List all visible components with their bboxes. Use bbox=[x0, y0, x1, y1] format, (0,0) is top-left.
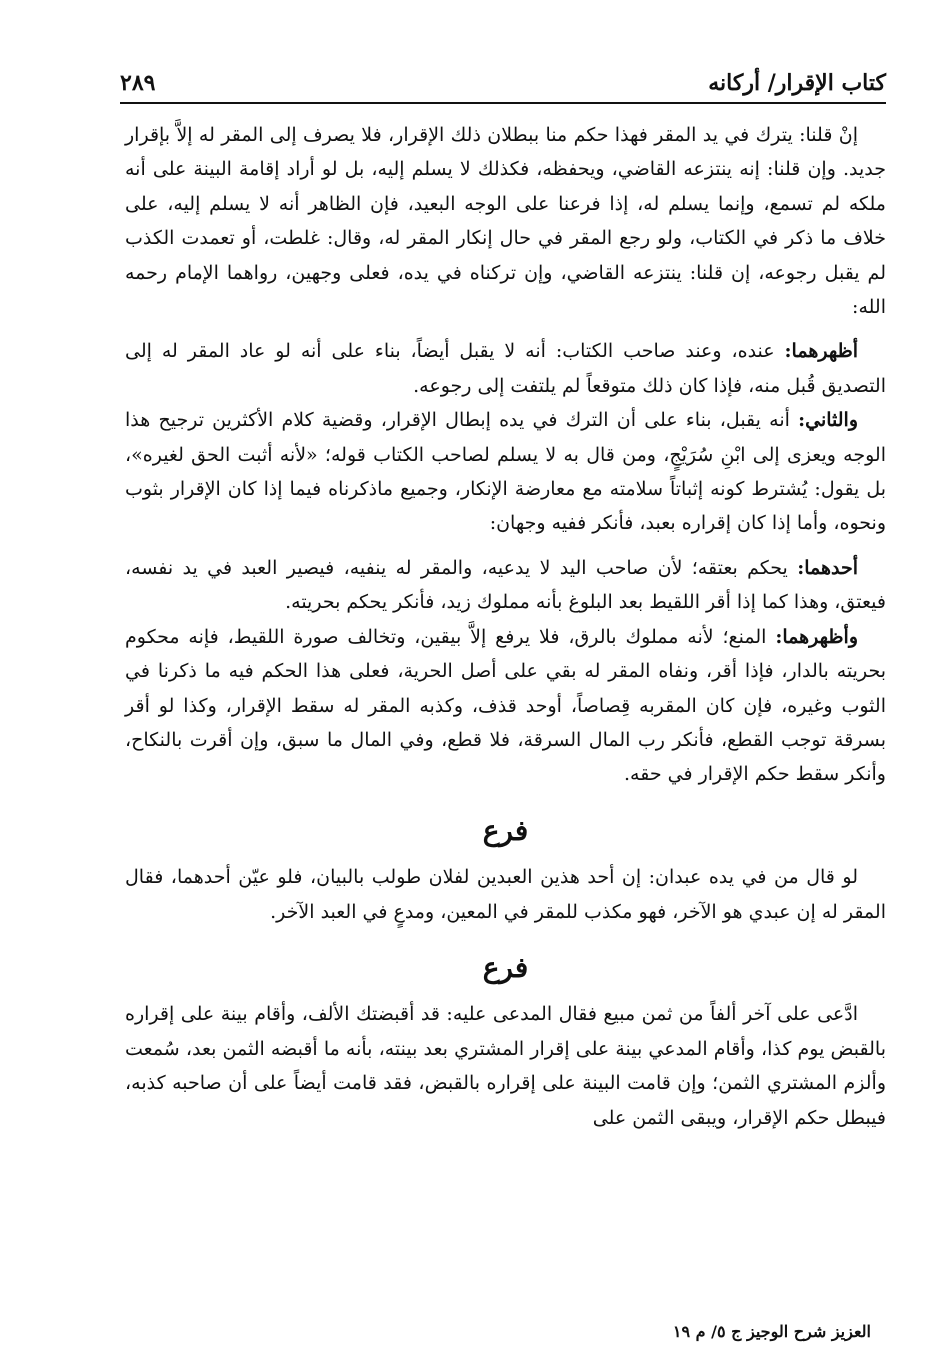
branch-heading: فرع bbox=[482, 950, 529, 984]
paragraph-text: عنده، وعند صاحب الكتاب: أنه لا يقبل أيضاً، بناء على أنه لو عاد المقر له إلى التصديق قُبل منه، فإذا كان ذلك متوقعاً لم يلتفت إلى رجوعه. bbox=[125, 340, 886, 397]
paragraph bbox=[125, 620, 886, 792]
paragraph-lead: أظهرهما: bbox=[784, 340, 858, 363]
branch-heading: فرع bbox=[482, 813, 529, 847]
paragraph-lead: وأظهرهما: bbox=[775, 625, 858, 648]
paragraph-text: المنع؛ لأنه مملوك بالرق، فلا يرفع إلاَّ بيقين، وتخالف صورة اللقيط، فإنه محكوم بحريته بالدار، فإذا أقر، ونفاه المقر له بقي على أصل الحرية، فعلى هذا الحكم فيه ما ذكرنا في الثوب وغيره، فإن كان المقربه قِصاصاً، أوحد قذف، وكذبه المقر له سقط الإقرار، وكذا لو أقر بسرقة توجب القطع، فأنكر رب المال السرقة، فلا قطع، وفي المال ما سبق، وإن أقرت بالنكاح، وأنكر سقط حكم الإقرار في حقه. bbox=[125, 625, 886, 786]
paragraph-text: يحكم بعتقه؛ لأن صاحب اليد لا يدعيه، والمقر له ينفيه، فيصير العبد في يد نفسه، فيعتق، وهذا كما إذا أقر اللقيط بعد البلوغ بأنه مملوك زيد، فأنكر يحكم بحريته. bbox=[125, 556, 886, 614]
paragraph bbox=[125, 334, 886, 403]
running-header bbox=[120, 58, 886, 104]
paragraph-lead: والثاني: bbox=[798, 409, 858, 432]
footer-signature: العزيز شرح الوجيز ج ٥/ م ١٩ bbox=[672, 1322, 871, 1341]
page-body bbox=[125, 118, 886, 1135]
branch-paragraph: ادَّعى على آخر ألفاً من ثمن مبيع فقال المدعى عليه: قد أقبضتك الألف، وأقام بينة على إقراره بالقبض يوم كذا، وأقام المدعي بينة على إقرار المشتري بعد بينته، بأنه ما أقبضه الثمن بعد، سُمعت وألزم المشتري الثمن؛ وإن قامت البينة على إقراره بالقبض، فقد قامت أيضاً على أن صاحبه كذبه، فيبطل حكم الإقرار، ويبقى الثمن على bbox=[125, 1003, 886, 1129]
branch-paragraph: لو قال من في يده عبدان: إن أحد هذين العبدين لفلان طولب بالبيان، فلو عيّن أحدهما، فقال المقر له إن عبدي هو الآخر، فهو مكذب للمقر في المعين، ومدعٍ في العبد الآخر. bbox=[125, 866, 886, 923]
paragraph-text: إنْ قلنا: يترك في يد المقر فهذا حكم منا ببطلان ذلك الإقرار، فلا يصرف إلى المقر له إلاَّ بإقرار جديد. وإن قلنا: إنه ينتزعه القاضي، ويحفظه، فكذلك لا يسلم إليه، بل لو أراد إقامة البينة على أنه ملكه لم تسمع، وإنما يسلم له، إذا فرعنا على الوجه البعيد، فإن الظاهر أنه لا يسلم إليه، على خلاف ما ذكر في الكتاب، ولو رجع المقر في حال إنكار المقر له، وقال: غلطت، أو تعمدت الكذب لم يقبل رجوعه، إن قلنا: ينتزعه القاضي، وإن تركناه في يده، فعلى وجهين، رواهما الإمام رحمه الله: bbox=[125, 124, 886, 319]
paragraph-lead: أحدهما: bbox=[797, 556, 858, 579]
chapter-title: كتاب الإقرار/ أركانه bbox=[708, 70, 886, 96]
paragraph-text: أنه يقبل، بناء على أن الترك في يده إبطال الإقرار، وقضية كلام الأكثرين ترجيح هذا الوجه ويعزى إلى ابْنِ سُرَيْجٍ، ومن قال به لا يسلم لصاحب الكتاب قوله؛ «لأنه أثبت الحق لغيره»، بل يقول: يُشترط كونه إثباتاً سلامته مع معارضة الإنكار، وجميع ماذكرناه فيما إذا كان الإقرار بثوب ونحوه، وأما إذا كان إقراره بعبد، فأنكر ففيه وجهان: bbox=[125, 409, 886, 535]
paragraph bbox=[125, 118, 886, 324]
page-number: ٢٨٩ bbox=[120, 70, 156, 96]
paragraph bbox=[125, 403, 886, 541]
paragraph bbox=[125, 551, 886, 620]
